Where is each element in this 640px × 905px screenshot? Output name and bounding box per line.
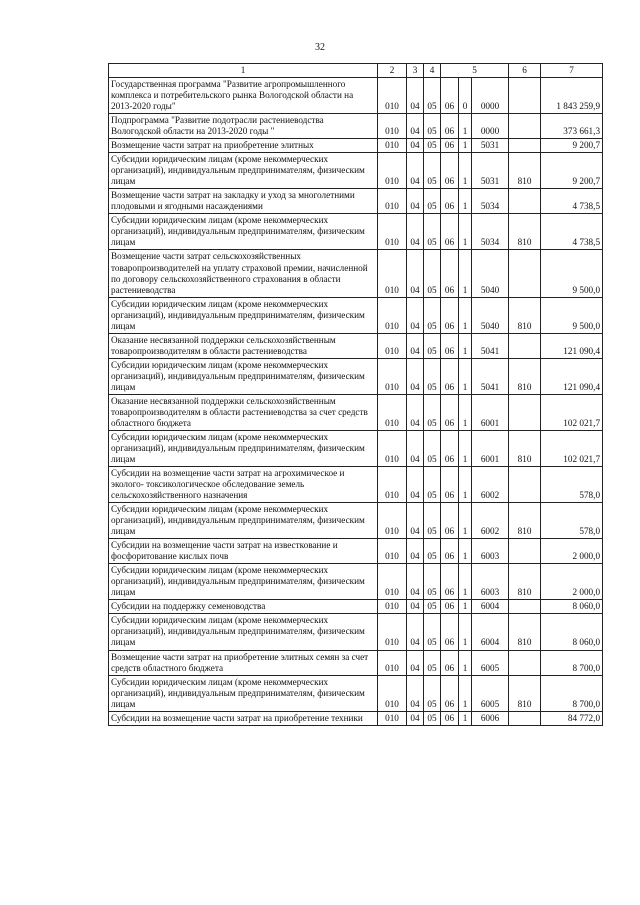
row-ved-code: 010 bbox=[378, 614, 407, 650]
row-name: Субсидии юридическим лицам (кроме некоммерческих организаций), индивидуальным предпринимателям, физическим лицам bbox=[109, 430, 378, 466]
row-section-code: 04 bbox=[407, 333, 424, 358]
row-section-code: 04 bbox=[407, 600, 424, 614]
row-subsection-code: 05 bbox=[424, 153, 441, 189]
table-body bbox=[109, 64, 603, 726]
row-subsection-code: 05 bbox=[424, 430, 441, 466]
row-subprogram-code: 1 bbox=[459, 503, 472, 539]
row-amount: 1 843 259,9 bbox=[541, 78, 603, 114]
table-row bbox=[109, 297, 603, 333]
row-amount: 578,0 bbox=[541, 467, 603, 503]
row-program-code: 06 bbox=[441, 394, 459, 430]
table-row bbox=[109, 614, 603, 650]
row-item-code: 5034 bbox=[472, 189, 509, 214]
row-subsection-code: 05 bbox=[424, 467, 441, 503]
row-subprogram-code: 1 bbox=[459, 139, 472, 153]
row-program-code: 06 bbox=[441, 430, 459, 466]
table-header-row bbox=[109, 64, 603, 78]
row-subsection-code: 05 bbox=[424, 614, 441, 650]
table-row bbox=[109, 564, 603, 600]
row-ved-code: 010 bbox=[378, 358, 407, 394]
row-item-code: 6002 bbox=[472, 503, 509, 539]
row-program-code: 06 bbox=[441, 358, 459, 394]
row-expense-type-code bbox=[509, 78, 541, 114]
table-row bbox=[109, 153, 603, 189]
row-amount: 121 090,4 bbox=[541, 333, 603, 358]
row-subsection-code: 05 bbox=[424, 114, 441, 139]
row-program-code: 06 bbox=[441, 539, 459, 564]
row-subsection-code: 05 bbox=[424, 675, 441, 711]
row-program-code: 06 bbox=[441, 139, 459, 153]
table-row bbox=[109, 675, 603, 711]
row-item-code: 5031 bbox=[472, 139, 509, 153]
table-row bbox=[109, 250, 603, 297]
row-program-code: 06 bbox=[441, 250, 459, 297]
row-subprogram-code: 0 bbox=[459, 78, 472, 114]
row-section-code: 04 bbox=[407, 675, 424, 711]
row-ved-code: 010 bbox=[378, 297, 407, 333]
row-expense-type-code: 810 bbox=[509, 675, 541, 711]
row-item-code: 6005 bbox=[472, 675, 509, 711]
row-name: Оказание несвязанной поддержки сельскохозяйственным товаропроизводителям в области растениеводства за счет средств областного бюджета bbox=[109, 394, 378, 430]
row-ved-code: 010 bbox=[378, 333, 407, 358]
row-name: Субсидии юридическим лицам (кроме некоммерческих организаций), индивидуальным предпринимателям, физическим лицам bbox=[109, 297, 378, 333]
row-name: Субсидии на поддержку семеноводства bbox=[109, 600, 378, 614]
row-ved-code: 010 bbox=[378, 650, 407, 675]
table-row bbox=[109, 358, 603, 394]
row-section-code: 04 bbox=[407, 358, 424, 394]
row-subprogram-code: 1 bbox=[459, 711, 472, 725]
row-name: Субсидии на возмещение части затрат на известкование и фосфоритование кислых почв bbox=[109, 539, 378, 564]
row-subsection-code: 05 bbox=[424, 503, 441, 539]
row-ved-code: 010 bbox=[378, 153, 407, 189]
row-ved-code: 010 bbox=[378, 711, 407, 725]
row-item-code: 5041 bbox=[472, 358, 509, 394]
row-ved-code: 010 bbox=[378, 600, 407, 614]
row-subprogram-code: 1 bbox=[459, 297, 472, 333]
row-subsection-code: 05 bbox=[424, 650, 441, 675]
row-ved-code: 010 bbox=[378, 139, 407, 153]
row-subsection-code: 05 bbox=[424, 214, 441, 250]
row-section-code: 04 bbox=[407, 189, 424, 214]
row-section-code: 04 bbox=[407, 430, 424, 466]
row-subsection-code: 05 bbox=[424, 297, 441, 333]
header-cell: 2 bbox=[378, 64, 407, 78]
row-subprogram-code: 1 bbox=[459, 675, 472, 711]
row-subprogram-code: 1 bbox=[459, 358, 472, 394]
row-amount: 8 700,0 bbox=[541, 675, 603, 711]
row-item-code: 6004 bbox=[472, 614, 509, 650]
table-row bbox=[109, 189, 603, 214]
row-name: Субсидии юридическим лицам (кроме некоммерческих организаций), индивидуальным предпринимателям, физическим лицам bbox=[109, 614, 378, 650]
row-ved-code: 010 bbox=[378, 250, 407, 297]
row-subprogram-code: 1 bbox=[459, 614, 472, 650]
header-cell: 5 bbox=[441, 64, 509, 78]
row-name: Субсидии юридическим лицам (кроме некоммерческих организаций), индивидуальным предпринимателям, физическим лицам bbox=[109, 564, 378, 600]
row-ved-code: 010 bbox=[378, 467, 407, 503]
row-subprogram-code: 1 bbox=[459, 430, 472, 466]
row-expense-type-code: 810 bbox=[509, 614, 541, 650]
row-subsection-code: 05 bbox=[424, 711, 441, 725]
row-name: Субсидии юридическим лицам (кроме некоммерческих организаций), индивидуальным предпринимателям, физическим лицам bbox=[109, 153, 378, 189]
row-expense-type-code bbox=[509, 539, 541, 564]
row-program-code: 06 bbox=[441, 189, 459, 214]
row-amount: 102 021,7 bbox=[541, 394, 603, 430]
row-section-code: 04 bbox=[407, 467, 424, 503]
row-program-code: 06 bbox=[441, 153, 459, 189]
row-program-code: 06 bbox=[441, 78, 459, 114]
row-expense-type-code: 810 bbox=[509, 564, 541, 600]
row-name: Подпрограмма "Развитие подотрасли растениеводства Вологодской области на 2013-2020 годы " bbox=[109, 114, 378, 139]
row-expense-type-code bbox=[509, 467, 541, 503]
table-row bbox=[109, 394, 603, 430]
row-subprogram-code: 1 bbox=[459, 394, 472, 430]
row-subsection-code: 05 bbox=[424, 394, 441, 430]
row-item-code: 6003 bbox=[472, 539, 509, 564]
row-item-code: 6001 bbox=[472, 430, 509, 466]
table-row bbox=[109, 78, 603, 114]
row-expense-type-code bbox=[509, 600, 541, 614]
row-subsection-code: 05 bbox=[424, 139, 441, 153]
row-expense-type-code bbox=[509, 139, 541, 153]
table-row bbox=[109, 539, 603, 564]
row-item-code: 6004 bbox=[472, 600, 509, 614]
row-amount: 2 000,0 bbox=[541, 539, 603, 564]
row-section-code: 04 bbox=[407, 394, 424, 430]
row-program-code: 06 bbox=[441, 711, 459, 725]
row-name: Субсидии юридическим лицам (кроме некоммерческих организаций), индивидуальным предпринимателям, физическим лицам bbox=[109, 675, 378, 711]
row-name: Возмещение части затрат на приобретение элитных bbox=[109, 139, 378, 153]
row-expense-type-code bbox=[509, 250, 541, 297]
row-section-code: 04 bbox=[407, 114, 424, 139]
row-amount: 4 738,5 bbox=[541, 214, 603, 250]
row-program-code: 06 bbox=[441, 214, 459, 250]
row-program-code: 06 bbox=[441, 600, 459, 614]
row-program-code: 06 bbox=[441, 467, 459, 503]
row-program-code: 06 bbox=[441, 564, 459, 600]
row-expense-type-code bbox=[509, 114, 541, 139]
row-section-code: 04 bbox=[407, 711, 424, 725]
row-expense-type-code: 810 bbox=[509, 358, 541, 394]
table-row bbox=[109, 467, 603, 503]
row-amount: 4 738,5 bbox=[541, 189, 603, 214]
table-row bbox=[109, 503, 603, 539]
header-cell: 7 bbox=[541, 64, 603, 78]
row-amount: 8 060,0 bbox=[541, 600, 603, 614]
row-subprogram-code: 1 bbox=[459, 214, 472, 250]
row-item-code: 0000 bbox=[472, 114, 509, 139]
row-amount: 102 021,7 bbox=[541, 430, 603, 466]
row-subsection-code: 05 bbox=[424, 78, 441, 114]
row-item-code: 6001 bbox=[472, 394, 509, 430]
row-expense-type-code: 810 bbox=[509, 503, 541, 539]
header-cell: 6 bbox=[509, 64, 541, 78]
row-subprogram-code: 1 bbox=[459, 250, 472, 297]
row-subprogram-code: 1 bbox=[459, 564, 472, 600]
row-subsection-code: 05 bbox=[424, 564, 441, 600]
row-subsection-code: 05 bbox=[424, 189, 441, 214]
row-section-code: 04 bbox=[407, 78, 424, 114]
row-item-code: 5040 bbox=[472, 297, 509, 333]
row-subprogram-code: 1 bbox=[459, 333, 472, 358]
row-item-code: 5034 bbox=[472, 214, 509, 250]
row-section-code: 04 bbox=[407, 139, 424, 153]
row-item-code: 6003 bbox=[472, 564, 509, 600]
row-ved-code: 010 bbox=[378, 114, 407, 139]
row-section-code: 04 bbox=[407, 297, 424, 333]
row-ved-code: 010 bbox=[378, 214, 407, 250]
row-item-code: 6005 bbox=[472, 650, 509, 675]
row-name: Возмещение части затрат сельскохозяйственных товаропроизводителей на уплату страховой премии, начисленной по договору сельскохозяйственного страхования в области растениеводства bbox=[109, 250, 378, 297]
page-number: 32 bbox=[315, 42, 325, 53]
table-row bbox=[109, 650, 603, 675]
row-subprogram-code: 1 bbox=[459, 189, 472, 214]
row-subprogram-code: 1 bbox=[459, 114, 472, 139]
row-amount: 373 661,3 bbox=[541, 114, 603, 139]
row-ved-code: 010 bbox=[378, 539, 407, 564]
row-amount: 121 090,4 bbox=[541, 358, 603, 394]
table-row bbox=[109, 711, 603, 725]
budget-table bbox=[108, 63, 603, 726]
row-name: Государственная программа "Развитие агропромышленного комплекса и потребительского рынка Вологодской области на 2013-2020 годы" bbox=[109, 78, 378, 114]
row-section-code: 04 bbox=[407, 650, 424, 675]
table-row bbox=[109, 600, 603, 614]
row-name: Возмещение части затрат на закладку и уход за многолетними плодовыми и ягодными насаждениями bbox=[109, 189, 378, 214]
row-ved-code: 010 bbox=[378, 503, 407, 539]
header-cell: 4 bbox=[424, 64, 441, 78]
row-amount: 9 500,0 bbox=[541, 250, 603, 297]
row-name: Оказание несвязанной поддержки сельскохозяйственным товаропроизводителям в области растениеводства bbox=[109, 333, 378, 358]
row-expense-type-code bbox=[509, 394, 541, 430]
row-section-code: 04 bbox=[407, 564, 424, 600]
table-row bbox=[109, 139, 603, 153]
row-program-code: 06 bbox=[441, 333, 459, 358]
row-expense-type-code: 810 bbox=[509, 297, 541, 333]
row-section-code: 04 bbox=[407, 153, 424, 189]
row-expense-type-code: 810 bbox=[509, 430, 541, 466]
row-expense-type-code: 810 bbox=[509, 214, 541, 250]
table-row bbox=[109, 114, 603, 139]
row-subprogram-code: 1 bbox=[459, 153, 472, 189]
row-section-code: 04 bbox=[407, 503, 424, 539]
row-amount: 9 200,7 bbox=[541, 139, 603, 153]
row-item-code: 5041 bbox=[472, 333, 509, 358]
row-subprogram-code: 1 bbox=[459, 467, 472, 503]
header-cell: 3 bbox=[407, 64, 424, 78]
row-section-code: 04 bbox=[407, 214, 424, 250]
row-expense-type-code bbox=[509, 189, 541, 214]
row-section-code: 04 bbox=[407, 614, 424, 650]
row-program-code: 06 bbox=[441, 114, 459, 139]
row-subsection-code: 05 bbox=[424, 333, 441, 358]
row-item-code: 0000 bbox=[472, 78, 509, 114]
row-subprogram-code: 1 bbox=[459, 600, 472, 614]
row-program-code: 06 bbox=[441, 297, 459, 333]
row-program-code: 06 bbox=[441, 675, 459, 711]
table-row bbox=[109, 430, 603, 466]
row-name: Субсидии на возмещение части затрат на приобретение техники bbox=[109, 711, 378, 725]
row-subprogram-code: 1 bbox=[459, 650, 472, 675]
row-expense-type-code bbox=[509, 333, 541, 358]
row-subsection-code: 05 bbox=[424, 358, 441, 394]
row-ved-code: 010 bbox=[378, 675, 407, 711]
row-name: Субсидии юридическим лицам (кроме некоммерческих организаций), индивидуальным предпринимателям, физическим лицам bbox=[109, 503, 378, 539]
row-amount: 8 060,0 bbox=[541, 614, 603, 650]
row-subprogram-code: 1 bbox=[459, 539, 472, 564]
row-subsection-code: 05 bbox=[424, 539, 441, 564]
row-subsection-code: 05 bbox=[424, 600, 441, 614]
row-program-code: 06 bbox=[441, 503, 459, 539]
row-item-code: 6002 bbox=[472, 467, 509, 503]
table-row bbox=[109, 214, 603, 250]
row-name: Субсидии юридическим лицам (кроме некоммерческих организаций), индивидуальным предпринимателям, физическим лицам bbox=[109, 358, 378, 394]
row-ved-code: 010 bbox=[378, 189, 407, 214]
row-ved-code: 010 bbox=[378, 78, 407, 114]
row-ved-code: 010 bbox=[378, 430, 407, 466]
row-subsection-code: 05 bbox=[424, 250, 441, 297]
row-amount: 84 772,0 bbox=[541, 711, 603, 725]
row-section-code: 04 bbox=[407, 250, 424, 297]
row-amount: 8 700,0 bbox=[541, 650, 603, 675]
row-amount: 9 500,0 bbox=[541, 297, 603, 333]
header-cell: 1 bbox=[109, 64, 378, 78]
row-ved-code: 010 bbox=[378, 564, 407, 600]
row-amount: 9 200,7 bbox=[541, 153, 603, 189]
row-name: Возмещение части затрат на приобретение элитных семян за счет средств областного бюджета bbox=[109, 650, 378, 675]
row-expense-type-code bbox=[509, 650, 541, 675]
row-name: Субсидии на возмещение части затрат на агрохимическое и эколого- токсикологическое обследование земель сельскохозяйственного назначения bbox=[109, 467, 378, 503]
row-item-code: 5031 bbox=[472, 153, 509, 189]
row-program-code: 06 bbox=[441, 614, 459, 650]
row-item-code: 5040 bbox=[472, 250, 509, 297]
row-amount: 2 000,0 bbox=[541, 564, 603, 600]
row-section-code: 04 bbox=[407, 539, 424, 564]
row-name: Субсидии юридическим лицам (кроме некоммерческих организаций), индивидуальным предпринимателям, физическим лицам bbox=[109, 214, 378, 250]
row-ved-code: 010 bbox=[378, 394, 407, 430]
row-item-code: 6006 bbox=[472, 711, 509, 725]
row-amount: 578,0 bbox=[541, 503, 603, 539]
row-program-code: 06 bbox=[441, 650, 459, 675]
row-expense-type-code: 810 bbox=[509, 153, 541, 189]
row-expense-type-code bbox=[509, 711, 541, 725]
table-row bbox=[109, 333, 603, 358]
